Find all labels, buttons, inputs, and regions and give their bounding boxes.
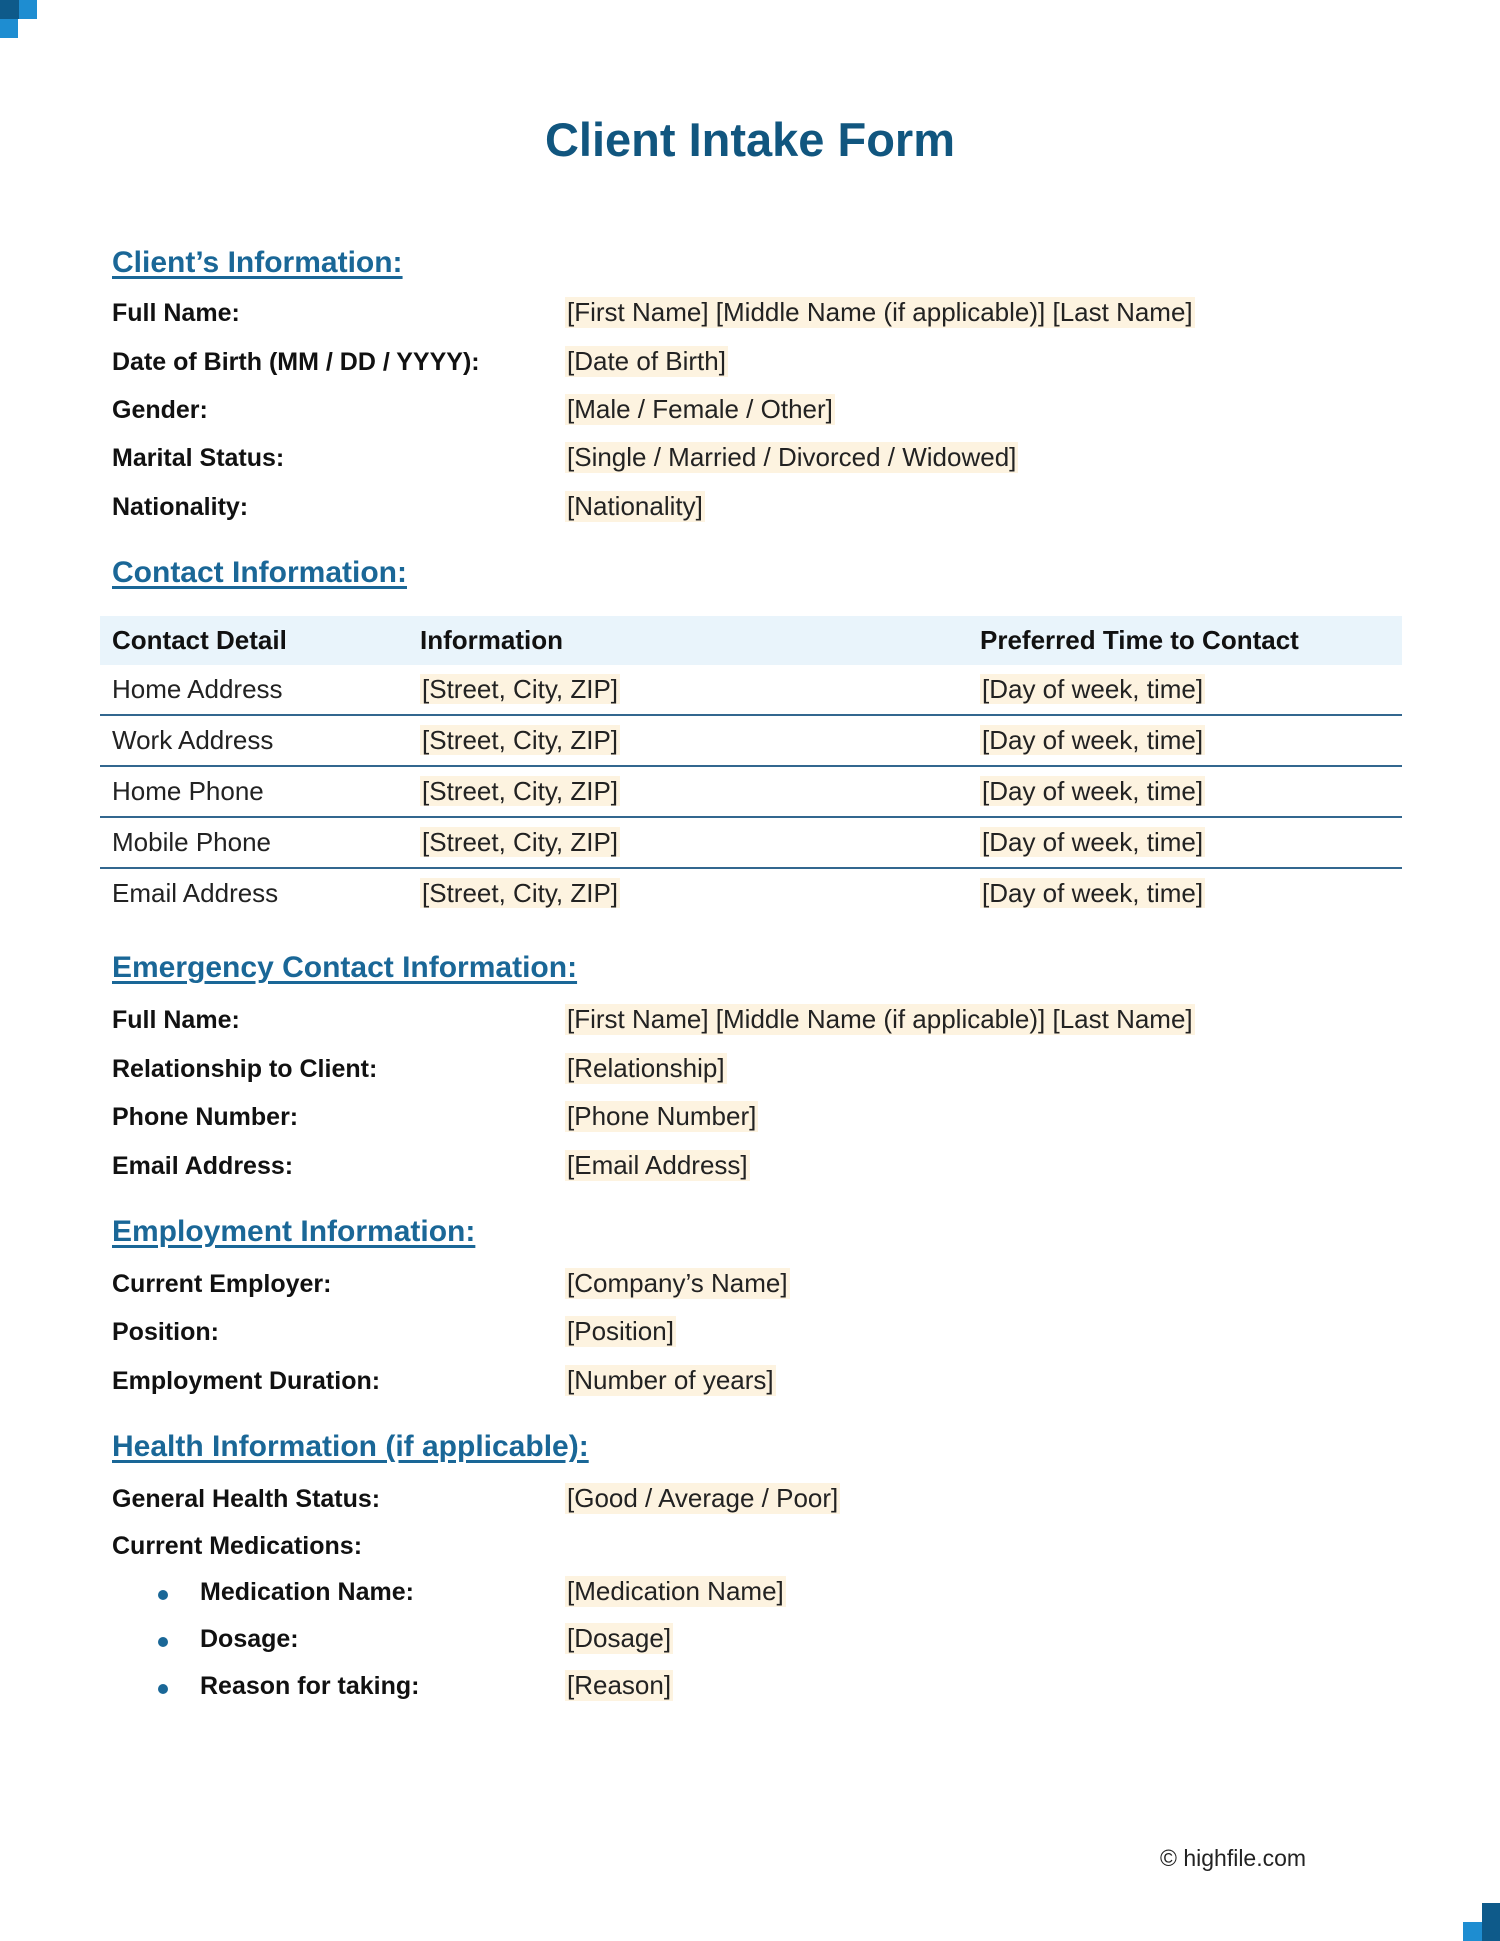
- table-row: [100, 868, 1402, 918]
- field-label: Reason for taking:: [200, 1672, 420, 1700]
- information-cell[interactable]: [Street, City, ZIP]: [408, 715, 968, 766]
- email-address-field[interactable]: [Email Address]: [567, 1150, 748, 1180]
- medication-name-field[interactable]: [Medication Name]: [567, 1576, 784, 1606]
- preferred-time-cell[interactable]: [Day of week, time]: [968, 766, 1402, 817]
- page-title: Client Intake Form: [544, 113, 955, 166]
- date-of-birth-field[interactable]: [Date of Birth]: [567, 346, 726, 376]
- information-cell[interactable]: [Street, City, ZIP]: [408, 817, 968, 868]
- field-label: Nationality:: [112, 493, 249, 521]
- contact-detail-cell: Home Phone: [100, 766, 408, 817]
- preferred-time-cell[interactable]: [Day of week, time]: [968, 665, 1402, 715]
- bullet-icon: [158, 1684, 168, 1694]
- field-label: Medication Name:: [200, 1578, 414, 1606]
- corner-decoration: [1463, 1922, 1482, 1941]
- table-row: [100, 665, 1402, 715]
- table-row: [100, 817, 1402, 868]
- field-label: Date of Birth (MM / DD / YYYY):: [112, 348, 480, 376]
- reason-field[interactable]: [Reason]: [567, 1670, 672, 1700]
- bullet-icon: [158, 1637, 168, 1647]
- preferred-time-cell[interactable]: [Day of week, time]: [968, 817, 1402, 868]
- contact-detail-cell: Work Address: [100, 715, 408, 766]
- marital-status-field[interactable]: [Single / Married / Divorced / Widowed]: [567, 442, 1017, 472]
- corner-decoration: [0, 0, 19, 19]
- nationality-field[interactable]: [Nationality]: [567, 491, 703, 521]
- field-label: Marital Status:: [112, 444, 285, 472]
- corner-decoration: [0, 19, 18, 38]
- information-cell[interactable]: [Street, City, ZIP]: [422, 878, 619, 908]
- preferred-time-cell[interactable]: [Day of week, time]: [982, 878, 1204, 908]
- field-label: Full Name:: [112, 299, 240, 327]
- contact-table: [100, 616, 1402, 918]
- contact-detail-cell: Email Address: [112, 878, 279, 908]
- phone-number-field[interactable]: [Phone Number]: [567, 1101, 757, 1131]
- field-label: Phone Number:: [112, 1103, 299, 1131]
- field-label: General Health Status:: [112, 1485, 381, 1513]
- information-cell[interactable]: [Street, City, ZIP]: [408, 665, 968, 715]
- footer-copyright: © highfile.com: [1160, 1845, 1307, 1871]
- contact-detail-cell: Home Address: [100, 665, 408, 715]
- column-header: Information: [408, 616, 968, 665]
- column-header: Contact Detail: [100, 616, 408, 665]
- relationship-field[interactable]: [Relationship]: [567, 1053, 725, 1083]
- current-medications-label: Current Medications:: [112, 1532, 363, 1560]
- emergency-full-name-field[interactable]: [First Name] [Middle Name (if applicable)] [Last Name]: [567, 1004, 1193, 1034]
- field-label: Relationship to Client:: [112, 1055, 378, 1083]
- bullet-icon: [158, 1590, 168, 1600]
- table-row: [100, 715, 1402, 766]
- field-label: Position:: [112, 1318, 219, 1346]
- general-health-status-field[interactable]: [Good / Average / Poor]: [567, 1483, 839, 1513]
- current-employer-field[interactable]: [Company’s Name]: [567, 1268, 788, 1298]
- section-heading-employment: Employment Information:: [112, 1215, 476, 1248]
- corner-decoration: [1482, 1903, 1500, 1941]
- field-label: Gender:: [112, 396, 208, 424]
- section-heading-client-info: Client’s Information:: [112, 246, 403, 279]
- dosage-field[interactable]: [Dosage]: [567, 1623, 672, 1653]
- field-label: Dosage:: [200, 1625, 299, 1653]
- gender-field[interactable]: [Male / Female / Other]: [567, 394, 833, 424]
- field-label: Employment Duration:: [112, 1367, 381, 1395]
- section-heading-emergency-contact: Emergency Contact Information:: [112, 951, 578, 984]
- section-heading-contact-info: Contact Information:: [112, 556, 407, 589]
- field-label: Full Name:: [112, 1006, 240, 1034]
- corner-decoration: [19, 0, 37, 19]
- field-label: Current Employer:: [112, 1270, 332, 1298]
- preferred-time-cell[interactable]: [Day of week, time]: [968, 715, 1402, 766]
- employment-duration-field[interactable]: [Number of years]: [567, 1365, 774, 1395]
- position-field[interactable]: [Position]: [567, 1316, 674, 1346]
- contact-detail-cell: Mobile Phone: [100, 817, 408, 868]
- field-label: Email Address:: [112, 1152, 294, 1180]
- full-name-field[interactable]: [First Name] [Middle Name (if applicable)] [Last Name]: [567, 297, 1193, 327]
- table-header-row: [100, 616, 1402, 665]
- section-heading-health: Health Information (if applicable):: [112, 1430, 589, 1463]
- information-cell[interactable]: [Street, City, ZIP]: [408, 766, 968, 817]
- column-header: Preferred Time to Contact: [968, 616, 1402, 665]
- table-row: [100, 766, 1402, 817]
